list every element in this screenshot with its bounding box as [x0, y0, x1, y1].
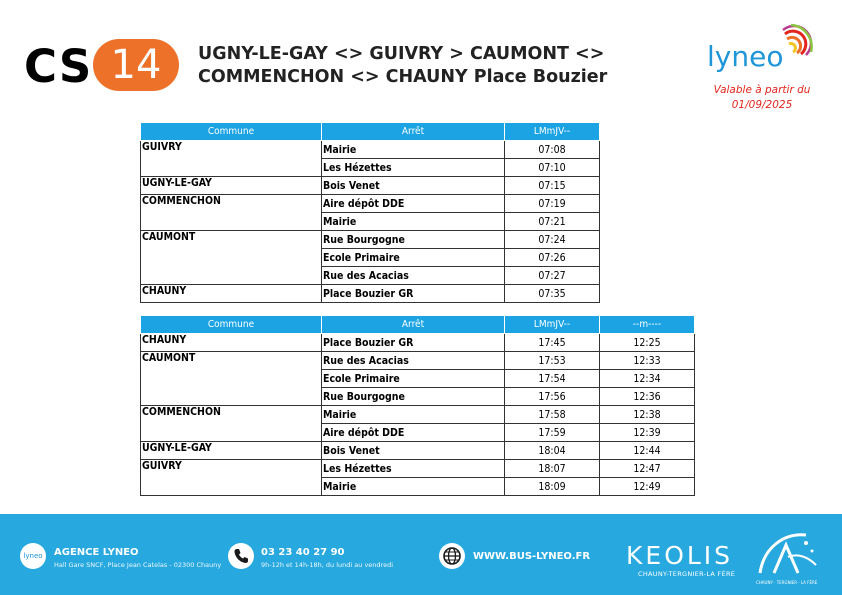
- time-cell: 18:09: [505, 478, 600, 496]
- lyneo-logo-arcs: [705, 22, 820, 82]
- stop-cell: Rue Bourgogne: [322, 388, 505, 406]
- time-cell: 12:47: [600, 460, 695, 478]
- stop-cell: Aire dépôt DDE: [322, 424, 505, 442]
- agency-address: Hall Gare SNCF, Place Jean Catelas - 02300 Chauny: [54, 561, 222, 569]
- agglo-logo-mark: [754, 527, 824, 587]
- route-title: [198, 43, 607, 89]
- table-row: [141, 352, 695, 370]
- time-cell: 07:35: [505, 285, 600, 303]
- table-row: [141, 141, 600, 159]
- column-header: --m----: [600, 316, 695, 334]
- time-cell: 17:59: [505, 424, 600, 442]
- agency-title: AGENCE LYNEO: [54, 547, 139, 558]
- table-row: [141, 231, 600, 249]
- table-row: [141, 285, 600, 303]
- validity-line-2: 01/09/2025: [731, 99, 793, 111]
- time-cell: 12:33: [600, 352, 695, 370]
- agglo-caption: CHAUNY · TERGNIER · LA FÈRE: [756, 580, 818, 585]
- phone-icon-glyph: [228, 543, 254, 569]
- stop-cell: Rue des Acacias: [322, 352, 505, 370]
- route-title-line-2: COMMENCHON <> CHAUNY Place Bouzier: [198, 67, 608, 87]
- timetable-afternoon-header: [141, 316, 695, 334]
- stop-cell: Mairie: [322, 406, 505, 424]
- commune-cell: GUIVRY: [141, 141, 322, 177]
- time-cell: 12:25: [600, 334, 695, 352]
- stop-cell: Bois Venet: [322, 442, 505, 460]
- column-header: Commune: [141, 123, 322, 141]
- stop-cell: Bois Venet: [322, 177, 505, 195]
- time-cell: 17:53: [505, 352, 600, 370]
- stop-cell: Mairie: [322, 213, 505, 231]
- column-header: LMmJV--: [505, 316, 600, 334]
- table-row: [141, 334, 695, 352]
- time-cell: 07:27: [505, 267, 600, 285]
- stop-cell: Mairie: [322, 141, 505, 159]
- agency-badge: lyneo: [20, 543, 46, 569]
- time-cell: 12:34: [600, 370, 695, 388]
- table-row: [141, 177, 600, 195]
- column-header: LMmJV--: [505, 123, 600, 141]
- phone-number[interactable]: 03 23 40 27 90: [261, 547, 345, 558]
- route-title-line-1: UGNY-LE-GAY <> GUIVRY > CAUMONT <>: [198, 44, 605, 64]
- commune-cell: COMMENCHON: [141, 195, 322, 231]
- timetable-morning-header: [141, 123, 600, 141]
- keolis-logo: KEOLIS: [626, 541, 734, 570]
- time-cell: 17:58: [505, 406, 600, 424]
- phone-hours: 9h-12h et 14h-18h, du lundi au vendredi: [261, 561, 394, 569]
- agglo-logo: [754, 527, 824, 587]
- timetable-morning-body: [141, 141, 600, 303]
- time-cell: 07:15: [505, 177, 600, 195]
- time-cell: 07:26: [505, 249, 600, 267]
- commune-cell: CHAUNY: [141, 285, 322, 303]
- commune-cell: CAUMONT: [141, 352, 322, 406]
- footer-bar: [0, 514, 842, 595]
- stop-cell: Mairie: [322, 478, 505, 496]
- website-link[interactable]: WWW.BUS-LYNEO.FR: [473, 551, 591, 562]
- stop-cell: Place Bouzier GR: [322, 285, 505, 303]
- timetable-afternoon: [140, 315, 695, 496]
- time-cell: 12:38: [600, 406, 695, 424]
- time-cell: 17:56: [505, 388, 600, 406]
- time-cell: 07:24: [505, 231, 600, 249]
- time-cell: 07:08: [505, 141, 600, 159]
- commune-cell: CAUMONT: [141, 231, 322, 285]
- time-cell: 17:45: [505, 334, 600, 352]
- validity-note: [700, 83, 824, 113]
- lyneo-logo: [705, 22, 820, 82]
- stop-cell: Place Bouzier GR: [322, 334, 505, 352]
- time-cell: 17:54: [505, 370, 600, 388]
- commune-cell: COMMENCHON: [141, 406, 322, 442]
- stop-cell: Les Hézettes: [322, 460, 505, 478]
- commune-cell: UGNY-LE-GAY: [141, 177, 322, 195]
- commune-cell: CHAUNY: [141, 334, 322, 352]
- lyneo-wordmark: lyneo: [707, 40, 784, 73]
- time-cell: 12:36: [600, 388, 695, 406]
- stop-cell: Ecole Primaire: [322, 370, 505, 388]
- globe-icon-glyph: [439, 543, 465, 569]
- table-row: [141, 442, 695, 460]
- timetable-morning: [140, 122, 600, 303]
- stop-cell: Ecole Primaire: [322, 249, 505, 267]
- header-row: [141, 316, 695, 334]
- table-row: [141, 460, 695, 478]
- time-cell: 07:19: [505, 195, 600, 213]
- column-header: Arrêt: [322, 123, 505, 141]
- table-row: [141, 195, 600, 213]
- time-cell: 18:04: [505, 442, 600, 460]
- line-number-badge: 14: [93, 39, 179, 91]
- time-cell: 12:49: [600, 478, 695, 496]
- time-cell: 18:07: [505, 460, 600, 478]
- time-cell: 07:10: [505, 159, 600, 177]
- commune-cell: UGNY-LE-GAY: [141, 442, 322, 460]
- time-cell: 07:21: [505, 213, 600, 231]
- time-cell: 12:39: [600, 424, 695, 442]
- phone-icon: [228, 543, 254, 569]
- stop-cell: Aire dépôt DDE: [322, 195, 505, 213]
- stop-cell: Rue Bourgogne: [322, 231, 505, 249]
- keolis-subtitle: CHAUNY-TERGNIER-LA FÈRE: [638, 570, 736, 578]
- column-header: Arrêt: [322, 316, 505, 334]
- column-header: Commune: [141, 316, 322, 334]
- globe-icon: [439, 543, 465, 569]
- commune-cell: GUIVRY: [141, 460, 322, 496]
- time-cell: 12:44: [600, 442, 695, 460]
- table-row: [141, 406, 695, 424]
- line-prefix: CS: [24, 40, 93, 93]
- timetable-afternoon-body: [141, 334, 695, 496]
- stop-cell: Rue des Acacias: [322, 267, 505, 285]
- stop-cell: Les Hézettes: [322, 159, 505, 177]
- header-row: [141, 123, 600, 141]
- validity-line-1: Valable à partir du: [713, 84, 811, 96]
